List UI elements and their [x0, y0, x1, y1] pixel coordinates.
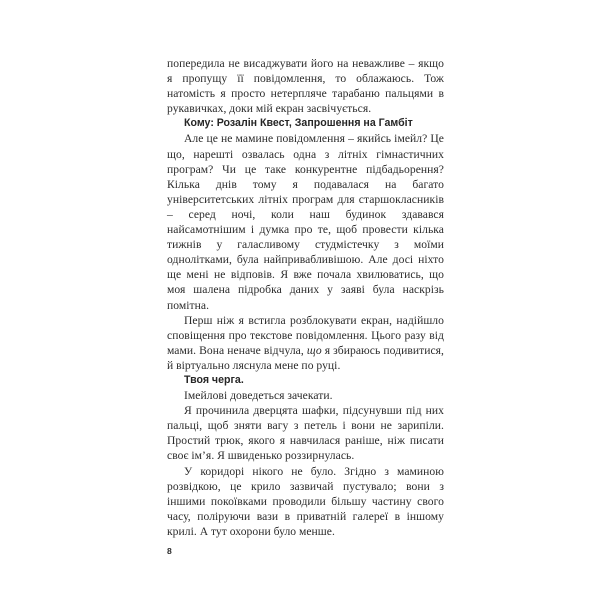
paragraph-3-text-before-italic: Перш ніж я встигла розблокувати екран, надійшло сповіщення про текстове повідомлення. Цього разу від мами. Вона неначе відчула,	[167, 313, 444, 357]
message-heading-your-turn: Твоя черга.	[184, 373, 244, 386]
paragraph-1: попередила не висаджувати його на неважливе – якщо я пропущу її повідомлення, то облажаюсь. Тож натомість я просто нетерпляче тарабаню пальцями в рукавичках, доки мій екран засвічується.	[167, 57, 444, 116]
paragraph-2: Але це не мамине повідомлення – якийсь імейл? Це що, нарешті озвалась одна з літніх гімнастичних програм? Чи це таке конкурентне підбадьорення? Кілька днів тому я подавалася на багато університетських літніх програм для старшокласників – серед ночі, коли наш будинок здавався найсамотнішим і думка про те, щоб провести кілька тижнів у галасливому студмістечку з моїми однолітками, була найпривабливішою. Але досі ніхто ще мені не відповів. Я вже почала хвилюватись, що моя шалена підробка даних у заяві була наскрізь помітна.	[167, 132, 444, 312]
paragraph-3-text-after-italic: я збираюсь подивитися, й віртуально ляснула мене по руці.	[167, 343, 444, 372]
paragraph-5: Я прочинила дверцята шафки, підсунувши під них пальці, щоб зняти вагу з петель і вони не зарипіли. Простий трюк, якого я навчилася раніше, ніж писати своє ім’я. Я швиденько роззирнулась.	[167, 404, 444, 463]
paragraph-4: Імейлові доведеться зачекати.	[184, 389, 333, 403]
page-text-block	[167, 56, 444, 539]
paragraph-6: У коридорі нікого не було. Згідно з маминою розвідкою, це крило зазвичай пустувало; вони з іншими покоївками проводили більшу частину свого часу, поліруючи вази в приватній галереї в іншому крилі. А тут охорони було менше.	[167, 464, 444, 538]
paragraph-3-italic-emphasis: що	[306, 343, 322, 357]
message-heading-recipient: Кому: Розалін Квест, Запрошення на Гамбіт	[184, 117, 413, 130]
paragraph-3	[167, 313, 444, 373]
page-number: 8	[167, 546, 172, 556]
